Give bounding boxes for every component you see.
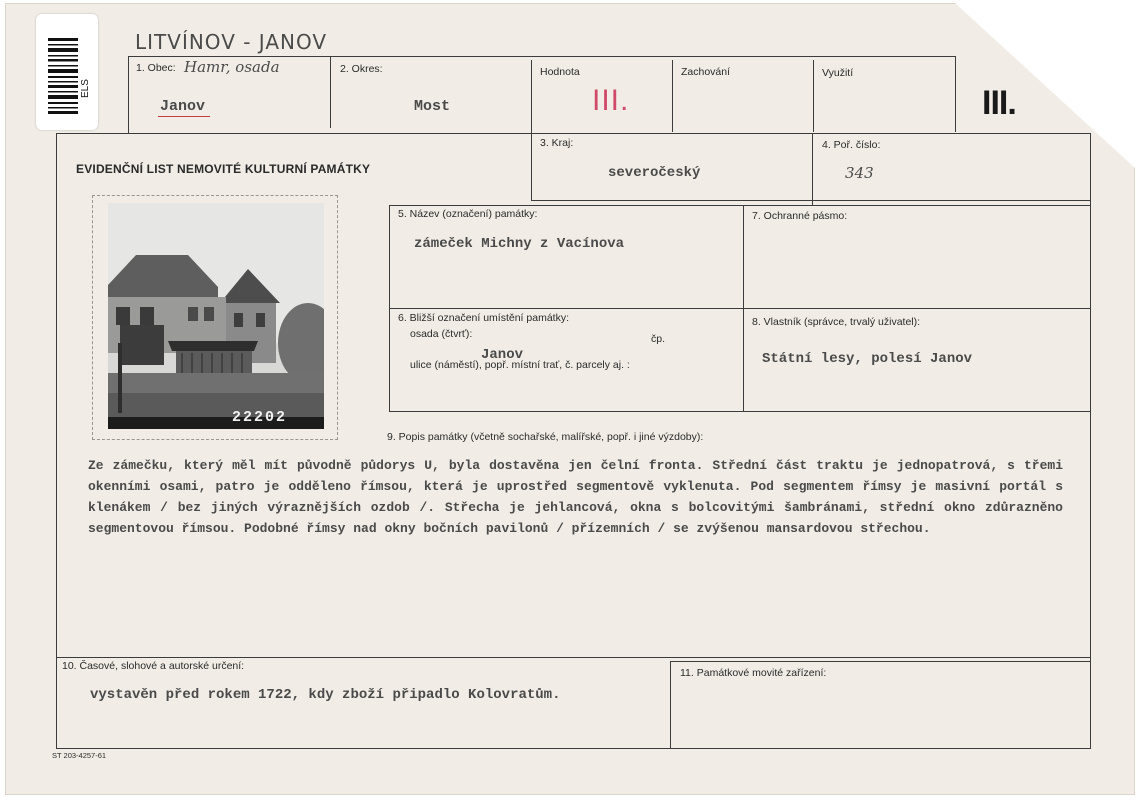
barcode-sticker xyxy=(36,14,98,130)
obec-value: Janov xyxy=(160,98,206,115)
movite-label: 11. Památkové movité zařízení: xyxy=(680,667,827,679)
obec-handwritten: Hamr, osada xyxy=(184,58,280,76)
umisteni-value: Janov xyxy=(481,347,524,363)
form-title: EVIDENČNÍ LIST NEMOVITÉ KULTURNÍ PAMÁTKY xyxy=(76,162,371,176)
cp-label: čp. xyxy=(651,333,666,345)
popis-text: Ze zámečku, který měl mít původně půdorys U, byla dostavěna jen čelní fronta. Střední část traktu je jednopatrová, s třemi okenními osami, patro je odděleno římsou, která je uprostřed segmentově vyklenuta. Pod segmentem římsy je masivní portál s klenákem / bez jiných výraznějších ozdob /. Střecha je jehlancová, okna s bolcovitými šambránami, střední okno zdůrazněno segmentovou římsou. Podobné římsy nad okny bočních pavilonů / přízemních / se zvýšenou mansardovou střechou. xyxy=(88,458,1063,536)
building-image xyxy=(108,203,324,429)
vlastnik-label: 8. Vlastník (správce, trvalý uživatel): xyxy=(752,316,921,328)
popis-label: 9. Popis památky (včetně sochařské, malířské, popř. i jiné výzdoby): xyxy=(387,431,704,443)
por-cislo-value: 343 xyxy=(845,164,874,182)
hodnota-value: III. xyxy=(592,84,630,117)
photo-number: 22202 xyxy=(232,409,288,426)
por-cislo-label: 4. Poř. číslo: xyxy=(822,139,881,151)
vyuziti-label: Využití xyxy=(822,67,854,79)
okres-value: Most xyxy=(414,98,451,115)
ochranne-pasmo-label: 7. Ochranné pásmo: xyxy=(752,210,848,222)
nazev-label: 5. Název (označení) památky: xyxy=(398,208,538,220)
big-mark: III. xyxy=(982,84,1016,122)
osada-label: osada (čtvrť): xyxy=(410,328,473,340)
umisteni-label: 6. Bližší označení umístění památky: xyxy=(398,312,569,324)
hodnota-label: Hodnota xyxy=(540,66,580,78)
ulice-label: ulice (náměstí), popř. místní trať, č. parcely aj. : xyxy=(410,359,630,371)
nazev-value: zámeček Michny z Vacínova xyxy=(414,236,625,252)
vlastnik-value: Státní lesy, polesí Janov xyxy=(762,351,973,367)
okres-label: 2. Okres: xyxy=(340,63,383,75)
casove-label: 10. Časové, slohové a autorské určení: xyxy=(62,660,245,672)
zachovani-label: Zachování xyxy=(681,66,731,78)
obec-label: 1. Obec: xyxy=(136,62,176,74)
footer-code: ST 203-4257-61 xyxy=(52,751,107,760)
handwritten-place: LITVÍNOV - JANOV xyxy=(135,30,328,54)
building-photo xyxy=(108,203,324,429)
kraj-label: 3. Kraj: xyxy=(540,137,574,149)
barcode-icon xyxy=(36,14,98,130)
casove-value: vystavěn před rokem 1722, kdy zboží připadlo Kolovratům. xyxy=(90,687,561,703)
kraj-value: severočeský xyxy=(608,165,701,181)
barcode-label: ELS xyxy=(80,79,91,98)
